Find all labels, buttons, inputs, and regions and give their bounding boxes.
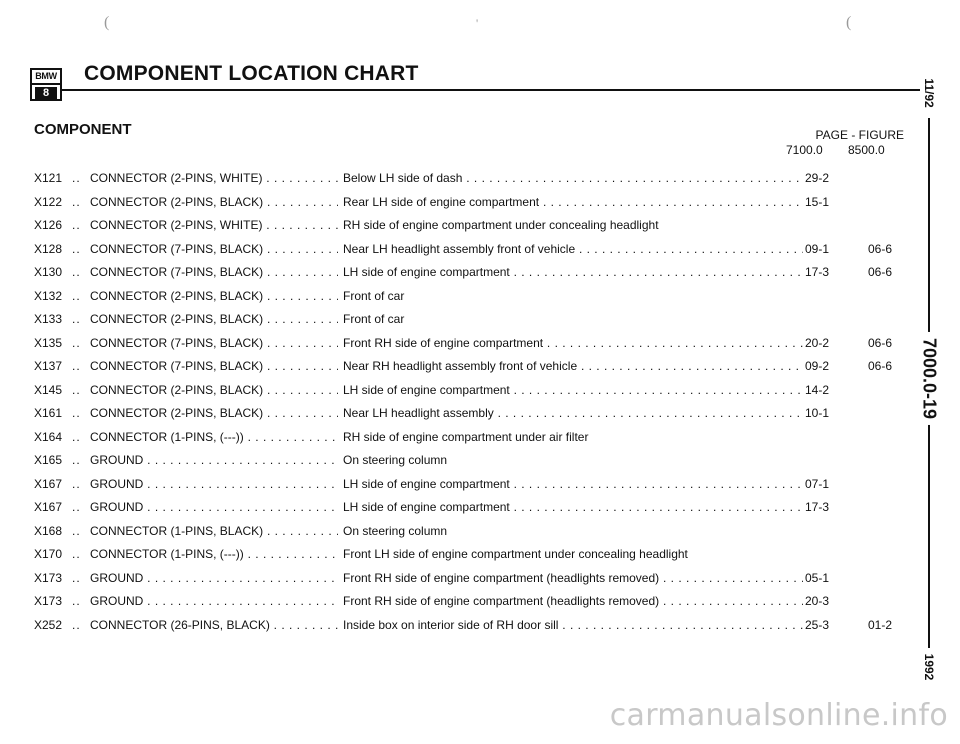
row-separator: ..: [72, 406, 81, 420]
spine-year: 1992: [922, 650, 936, 685]
table-row: [34, 171, 914, 195]
component-code: X135: [34, 335, 63, 350]
component-name: CONNECTOR (7-PINS, BLACK) . . .: [90, 265, 338, 279]
row-separator: ..: [72, 218, 81, 232]
table-row: [34, 289, 914, 313]
table-row: [34, 336, 914, 360]
component-code: X128: [34, 241, 63, 256]
component-location: Inside box on interior side of RH door sill . . .: [343, 618, 803, 632]
table-row: [34, 265, 914, 289]
table-row: [34, 242, 914, 266]
component-code: X167: [34, 500, 63, 514]
component-code: X165: [34, 453, 63, 467]
component-code: X133: [34, 312, 63, 326]
component-name: CONNECTOR (1-PINS, (---)) . . .: [90, 547, 338, 561]
page-reference: 20-2: [805, 335, 830, 350]
row-separator: ..: [72, 194, 81, 209]
component-code: X126: [34, 218, 63, 232]
row-separator: ..: [72, 500, 81, 514]
component-code: X167: [34, 476, 63, 491]
page-reference: 15-1: [805, 194, 830, 209]
component-location: Front RH side of engine compartment . . .: [343, 336, 803, 350]
component-name: CONNECTOR (2-PINS, BLACK) . . .: [90, 406, 338, 420]
page-column-header: 7100.0: [786, 143, 823, 157]
scan-mark: (: [846, 14, 852, 31]
row-separator: ..: [72, 570, 81, 585]
table-row: [34, 195, 914, 219]
component-code: X137: [34, 359, 63, 373]
table-row: [34, 430, 914, 454]
component-code: X121: [34, 171, 63, 185]
logo-bottom-text: 8: [35, 87, 57, 99]
row-separator: ..: [72, 476, 81, 491]
spine-date: 11/92: [922, 74, 936, 111]
row-separator: ..: [72, 453, 81, 467]
component-location: Rear LH side of engine compartment . . .: [343, 195, 803, 209]
component-code: X122: [34, 194, 63, 209]
table-row: [34, 383, 914, 407]
page-reference: 25-3: [805, 617, 830, 632]
component-name: CONNECTOR (26-PINS, BLACK) . . .: [90, 618, 338, 632]
component-name: CONNECTOR (2-PINS, WHITE) . . .: [90, 218, 338, 232]
component-code: X132: [34, 288, 63, 303]
component-name: GROUND . . .: [90, 500, 338, 514]
component-name: CONNECTOR (2-PINS, BLACK) . . .: [90, 289, 338, 303]
component-code: X252: [34, 617, 63, 632]
page-figure-header: [780, 128, 910, 158]
component-location: Front RH side of engine compartment (headlights removed) . . .: [343, 571, 803, 585]
page-reference: 07-1: [805, 476, 830, 491]
component-location: Front of car: [343, 288, 405, 303]
component-code: X173: [34, 594, 63, 608]
component-location: RH side of engine compartment under concealing headlight: [343, 218, 659, 232]
page-reference: 17-3: [805, 500, 830, 514]
component-location: Front LH side of engine compartment under concealing headlight: [343, 547, 688, 561]
page-reference: 17-3: [805, 265, 830, 279]
table-row: [34, 359, 914, 383]
component-location: Near LH headlight assembly . . .: [343, 406, 803, 420]
component-name: CONNECTOR (2-PINS, BLACK) . . .: [90, 312, 338, 326]
component-location: LH side of engine compartment . . .: [343, 500, 803, 514]
watermark: carmanualsonline.info: [609, 698, 948, 733]
page-reference: 09-1: [805, 241, 830, 256]
component-name: CONNECTOR (7-PINS, BLACK) . . .: [90, 359, 338, 373]
row-separator: ..: [72, 594, 81, 608]
component-location: On steering column: [343, 453, 448, 467]
figure-reference: 06-6: [868, 359, 893, 373]
table-row: [34, 547, 914, 571]
table-row: [34, 571, 914, 595]
component-code: X170: [34, 547, 63, 561]
component-name: CONNECTOR (2-PINS, BLACK) . . .: [90, 383, 338, 397]
table-row: [34, 218, 914, 242]
component-location: Near RH headlight assembly front of vehicle . . .: [343, 359, 803, 373]
component-code: X145: [34, 382, 63, 397]
row-separator: ..: [72, 382, 81, 397]
row-separator: ..: [72, 288, 81, 303]
scan-mark: ': [476, 16, 479, 30]
page-reference: 05-1: [805, 570, 830, 585]
row-separator: ..: [72, 241, 81, 256]
component-name: CONNECTOR (7-PINS, BLACK) . . .: [90, 336, 338, 350]
row-separator: ..: [72, 523, 81, 538]
component-name: GROUND . . .: [90, 453, 338, 467]
scan-mark: (: [104, 14, 110, 31]
figure-reference: 01-2: [868, 617, 893, 632]
figure-reference: 06-6: [868, 241, 893, 256]
page-figure-title: PAGE - FIGURE: [815, 128, 904, 142]
component-table: [34, 171, 914, 641]
page-reference: 09-2: [805, 359, 830, 373]
table-row: [34, 477, 914, 501]
component-location: Front of car: [343, 312, 405, 326]
table-row: [34, 618, 914, 642]
page-reference: 29-2: [805, 171, 830, 185]
row-separator: ..: [72, 547, 81, 561]
component-location: On steering column: [343, 523, 448, 538]
table-row: [34, 453, 914, 477]
page-reference: 20-3: [805, 594, 830, 608]
table-row: [34, 406, 914, 430]
component-location: Near LH headlight assembly front of vehicle . . .: [343, 242, 803, 256]
header-divider: [62, 89, 920, 91]
component-code: X130: [34, 265, 63, 279]
component-name: GROUND . . .: [90, 477, 338, 491]
component-name: CONNECTOR (1-PINS, BLACK) . . .: [90, 524, 338, 538]
table-row: [34, 594, 914, 618]
row-separator: ..: [72, 359, 81, 373]
figure-reference: 06-6: [868, 265, 893, 279]
figure-column-header: 8500.0: [848, 143, 885, 157]
component-name: CONNECTOR (2-PINS, WHITE) . . .: [90, 171, 338, 185]
table-row: [34, 524, 914, 548]
component-location: Front RH side of engine compartment (headlights removed) . . .: [343, 594, 803, 608]
component-name: CONNECTOR (2-PINS, BLACK) . . .: [90, 195, 338, 209]
row-separator: ..: [72, 335, 81, 350]
component-code: X164: [34, 429, 63, 444]
component-code: X168: [34, 523, 63, 538]
logo-top-text: BMW: [32, 70, 60, 85]
component-code: X173: [34, 570, 63, 585]
component-location: LH side of engine compartment . . .: [343, 265, 803, 279]
component-name: CONNECTOR (7-PINS, BLACK) . . .: [90, 242, 338, 256]
page-reference: 10-1: [805, 406, 830, 420]
component-location: LH side of engine compartment . . .: [343, 383, 803, 397]
component-name: CONNECTOR (1-PINS, (---)) . . .: [90, 430, 338, 444]
component-code: X161: [34, 406, 63, 420]
component-location: LH side of engine compartment . . .: [343, 477, 803, 491]
component-location: Below LH side of dash . . .: [343, 171, 803, 185]
component-name: GROUND . . .: [90, 571, 338, 585]
row-separator: ..: [72, 617, 81, 632]
figure-reference: 06-6: [868, 335, 893, 350]
row-separator: ..: [72, 312, 81, 326]
section-title: COMPONENT: [34, 121, 132, 138]
page-reference: 14-2: [805, 382, 830, 397]
row-separator: ..: [72, 429, 81, 444]
table-row: [34, 500, 914, 524]
table-row: [34, 312, 914, 336]
row-separator: ..: [72, 265, 81, 279]
spine-page-number: 7000.0-19: [919, 332, 940, 425]
row-separator: ..: [72, 171, 81, 185]
bmw-logo: [30, 68, 62, 101]
component-location: RH side of engine compartment under air filter: [343, 429, 589, 444]
component-name: GROUND . . .: [90, 594, 338, 608]
page-title: COMPONENT LOCATION CHART: [84, 62, 419, 85]
